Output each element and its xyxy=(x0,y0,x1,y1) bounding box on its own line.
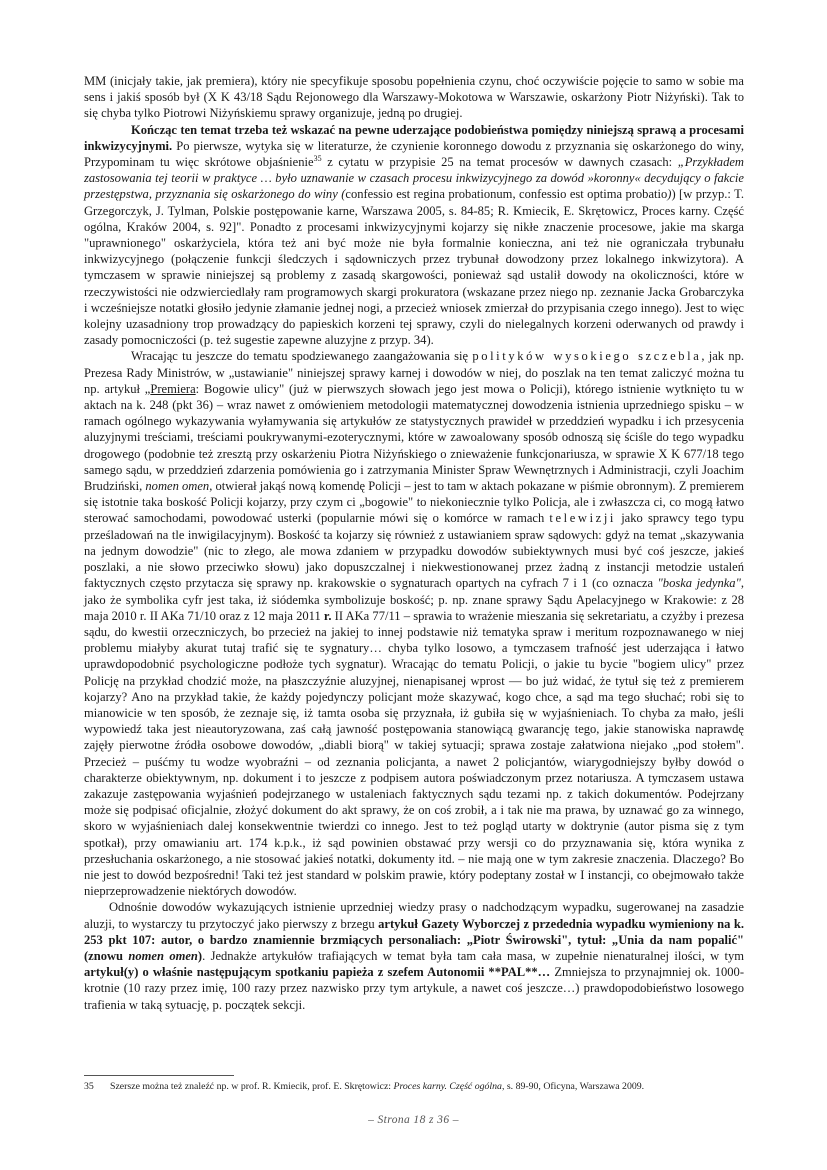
bold-italic-run: nomen omen xyxy=(128,948,198,963)
paragraph-3 xyxy=(84,348,744,899)
spaced-run: polityków wysokiego szczebla xyxy=(472,349,702,364)
spaced-run: telewizji xyxy=(549,511,617,526)
body-text xyxy=(84,73,744,1013)
footnote-divider xyxy=(84,1075,234,1076)
text-run: . Jednakże artykułów trafiających w temat była tam cała masa, w zupełnie nienaturalnej ilości, w tym xyxy=(202,948,744,963)
text-run: , otwierał jakąś nową komendę Policji – jest to tam w aktach pokazane w piśmie obronnym). Z premierem się istotnie taka boskość Policji kojarzy, przy czym ci „bogowie" to niekoniecznie tylko Policja, ale i zwłaszcza ci, co mogą łatwo sterować samochodami, powodować usterki (popularnie mówi się o komórce w ramach xyxy=(84,479,745,526)
text-run: confessio est regina probationum, confessio est optima probatio xyxy=(345,187,668,202)
text-run: : Bogowie ulicy" (już w pierwszych słowach jego jest mowa o Policji), którego istnienie wytknięto tu w aktach na k. 248 (pkt 36) – wraz nawet z omówieniem metodologii matematycznej dowodzenia istnienia uprzedniego spisku – w ramach ogólnego wykazywania wyłamywania się artykułów ze statystycznych prawideł w przeddzień wypadku i ich przesycenia aluzyjnymi treściami, treściami poukrywanymi-ezoterycznymi, które w zawoalowany sposób odnoszą się ściśle do tego wypadku drogowego (podobnie też zresztą przy oskarżeniu Piotra Niżyńskiego o znieważenie funkcjonariusza, w sprawie X K 677/18 tego samego sądu, w przeddzień zdarzenia pomówienia go i zatrzymania Minister Spraw Wewnętrznych i Administracji, czyli Joachim Brudziński, xyxy=(84,381,744,494)
text-run: Szersze można też znaleźć np. w prof. R. Kmiecik, prof. E. Skrętowicz: xyxy=(110,1081,394,1092)
footnote xyxy=(84,1081,744,1093)
italic-run: "boska jedynka" xyxy=(657,576,741,591)
text-run: z cytatu w przypisie 25 na temat procesów w dawnych czasach: xyxy=(321,155,678,170)
italic-run: Proces karny. Część ogólna xyxy=(393,1081,502,1092)
italic-run: „Przykładem zastosowania tej teorii w praktyce … było uznawanie w czasach procesu inkwizycyjnego za dowód »koronny« decydujący o fakcie przestępstwa, przyznania się oskarżonego do winy ( xyxy=(84,155,744,202)
paragraph-2 xyxy=(84,122,744,349)
page-number: – Strona 18 z 36 – xyxy=(368,1114,459,1126)
text-run: , s. 89-90, Oficyna, Warszawa 2009. xyxy=(501,1081,645,1092)
text-run: ) [w przyp.: T. Grzegorczyk, J. Tylman, Polskie postępowanie karne, Warszawa 2005, s. 84-85; R. Kmiecik, E. Skrętowicz, Proces karny. Część ogólna, Kraków 2004, s. 92]". Ponadto z procesami inkwizycyjnymi kojarzy się nikłe znaczenie procesowe, jakie ma skarga "uprawnionego" oskarżyciela, która też ani być może nie była formalnie konieczna, ani też nie ograniczała trybunału inkwizycyjnego (połączenie funkcji śledczych i sądowniczych przez trybunał dowodzony przez lokalnego inkwizytora). A tymczasem w sprawie niniejszej są problemy z zasadą skargowości, ponieważ sąd ustalił dowody na okoliczności, które w rzeczywistości nie odzwierciedlały ram programowych skargi prokuratora (wskazane przez niego np. zeznanie Jacka Grobarczyka i wcześniejsze notatki głosiło jedynie złamanie jednej nogi, a przecież wniosek zmierzał do przypisania czego innego). Jest to więc kolejny uzasadniony trop prowadzący do papieskich korzeni tej sprawy, czyli do nielegalnych korzeni oderwanych od prawdy i zasady pomocniczości (p. też sugestie zapewne aluzyjne z przyp. 34). xyxy=(84,187,744,348)
bold-run: Kończąc ten temat trzeba też wskazać na pewne uderzające podobieństwa pomiędzy niniejszą sprawą a procesami inkwizycyjnymi. xyxy=(84,122,744,153)
text-run: , jak np. Prezesa Rady Ministrów, w „ustawianie" niniejszej sprawy karnej i dowodów w niej, do poszlak na ten temat zaliczyć można tu np. artykuł „ xyxy=(84,349,745,396)
italic-run: nomen omen xyxy=(145,479,210,494)
text-run: MM (inicjały takie, jak premiera), który nie specyfikuje sposobu popełnienia czynu, choć oczywiście pojęcie to samo w sobie ma sens i jakiś sposób był (X K 43/18 Sądu Rejonowego dla Warszawy-Mokotowa w Warszawie, oskarżony Piotr Niżyński). Tak to się chyba tylko Piotrowi Niżyńskiemu sprawy organizuje, jedną po drugiej. xyxy=(84,74,744,121)
bold-run: artykuł Gazety Wyborczej z przedednia wypadku wymieniony na k. 253 pkt 107: autor, o bardzo znamiennie brzmiących personaliach: „Piotr Świrowski", tytuł: „Unia da nam popalić" (znowu xyxy=(84,916,744,963)
footnote-ref: 35 xyxy=(313,153,322,163)
bold-run: artykuł(y) o właśnie następującym spotkaniu papieża z szefem Autonomii **PAL**… xyxy=(84,965,551,980)
italic-run: ) xyxy=(667,187,672,202)
text-run: Odnośnie dowodów wykazujących istnienie uprzedniej wiedzy prasy o nadchodzącym wypadku, sugerowanej na zasadzie aluzji, to wystarczy tu przytoczyć jako pierwszy z brzegu xyxy=(84,900,744,931)
paragraph-1 xyxy=(84,73,744,122)
text-run: Wracając tu jeszcze do tematu spodziewanego zaangażowania się xyxy=(131,349,473,364)
text-run: Po pierwsze, wytyka się w literaturze, że czynienie koronnego dowodu z przyznania się oskarżonego do winy, Przypominam tu więc skrótowe objaśnienie xyxy=(84,138,744,170)
paragraph-4 xyxy=(84,899,744,1012)
text-run: , jako że symbolika cyfr jest taka, iż siódemka symbolizuje boskość; p. np. znane sprawy Sądu Apelacyjnego w Krakowie: z 28 maja 2010 r. II AKa 71/10 oraz z 12 maja 2011 xyxy=(84,576,744,623)
footnote-number: 35 xyxy=(84,1081,94,1092)
text-run: II AKa 77/11 – sprawia to wrażenie mieszania się sekretariatu, a czyżby i prezesa sądu, do kwestii orzeczniczych, bo przecież na jakiej to innej podstawie niż tematyka spraw i meritum rozpoznawanego w niej problemu miałyby akurat tutaj trafić się te sygnatury… chyba tylko losowo, a tymczasem trafność jest uderzająca i łatwo uprawdopodobnić psychologiczne podłoże tych sygnatur). Wracając do tematu Policji, o jakie tu bycie "bogiem ulicy" przez Policję na przykład chodzić może, na płaszczyźnie aluzyjnej, nienapisanej wprost — bo już widać, że tytuł się też z premierem kojarzy? Ano na przykład takie, że każdy pojedynczy policjant może skazywać, kogo chce, a sąd ma tego słuchać; robi się to mianowicie w ten sposób, że zeznaje się, iż tamta osoba się przyznała, iż gubiła się w wyjaśnieniach. To chyba za mało, jeśli wypowiedź taka jest nieautoryzowana, zaś całą jawność postępowania stanowiącą gwarancję tego, jakie stanowiska naprawdę zajęły pierwotne źródła osobowe dowodów, „diabli biorą" w takiej sytuacji; sprawa zostaje załatwiona niejako „pod stołem". Przecież – puśćmy tu wodze wyobraźni – od zeznania policjanta, a nawet 2 policjantów, wiarygodniejszy byłby dowód o charakterze obiektywnym, np. dokument i to jeszcze z podpisem autora poświadczonym przez notariusza. A tymczasem ustawa zakazuje zastępowania wyjaśnień podejrzanego w ustaleniach faktycznych sądu tezami np. z takich dokumentów. Podejrzany może się podpisać oficjalnie, złożyć dokument do akt sprawy, że on coś zrobił, a i tak nie ma prawa, by uznawać go za winnego, skoro w wyjaśnieniach dalej konsekwentnie twierdzi co innego. Jest to też pogląd utarty w doktrynie (autor pisma się z tym spotkał), przy omawianiu art. 174 k.p.k., iż sąd powinien obstawać przy wersji co do przyznawania się, która wynika z przesłuchania oskarżonego, a nie stosować jakieś notatki, dokumenty itd. – nie mają one w tym zakresie znaczenia. Dlaczego? Bo nie jest to dowód bezpośredni! Taki też jest standard w polskim prawie, który podeptany został w I instancji, co obejmowało także nieprzeprowadzenie niektórych dowodów. xyxy=(84,608,744,899)
bold-run: ) xyxy=(197,948,203,963)
underlined-run: Premiera xyxy=(150,381,196,396)
text-run: Zmniejsza to przynajmniej ok. 1000-krotnie (10 razy przez imię, 100 razy przez nazwisko przy tym artykule, a nawet coś jeszcze…) prawdopodobieństwo losowego trafienia w taką sytuację, p. początek sekcji. xyxy=(84,965,744,1012)
text-run: jako sprawcy tego typu prześladowań na tle inwigilacyjnym). Boskość ta kojarzy się również z ustawianiem spraw sądowych: gdyż na temat „skazywania na jednym dowodzie" (nic to złego, ale mowa zdaniem w przypadku dowodów subiektywnych musi być coś jeszcze, jakieś poszlaki, a nie słowo przeciwko słowu) jako dopuszczalnej i niekwestionowanej przez żadną z instancji metodzie ustaleń faktycznych często przytacza się sprawy np. krakowskie o sygnaturach opartych na cyfrach 7 i 1 (co oznacza xyxy=(84,511,744,591)
bold-run: r. xyxy=(323,608,332,623)
